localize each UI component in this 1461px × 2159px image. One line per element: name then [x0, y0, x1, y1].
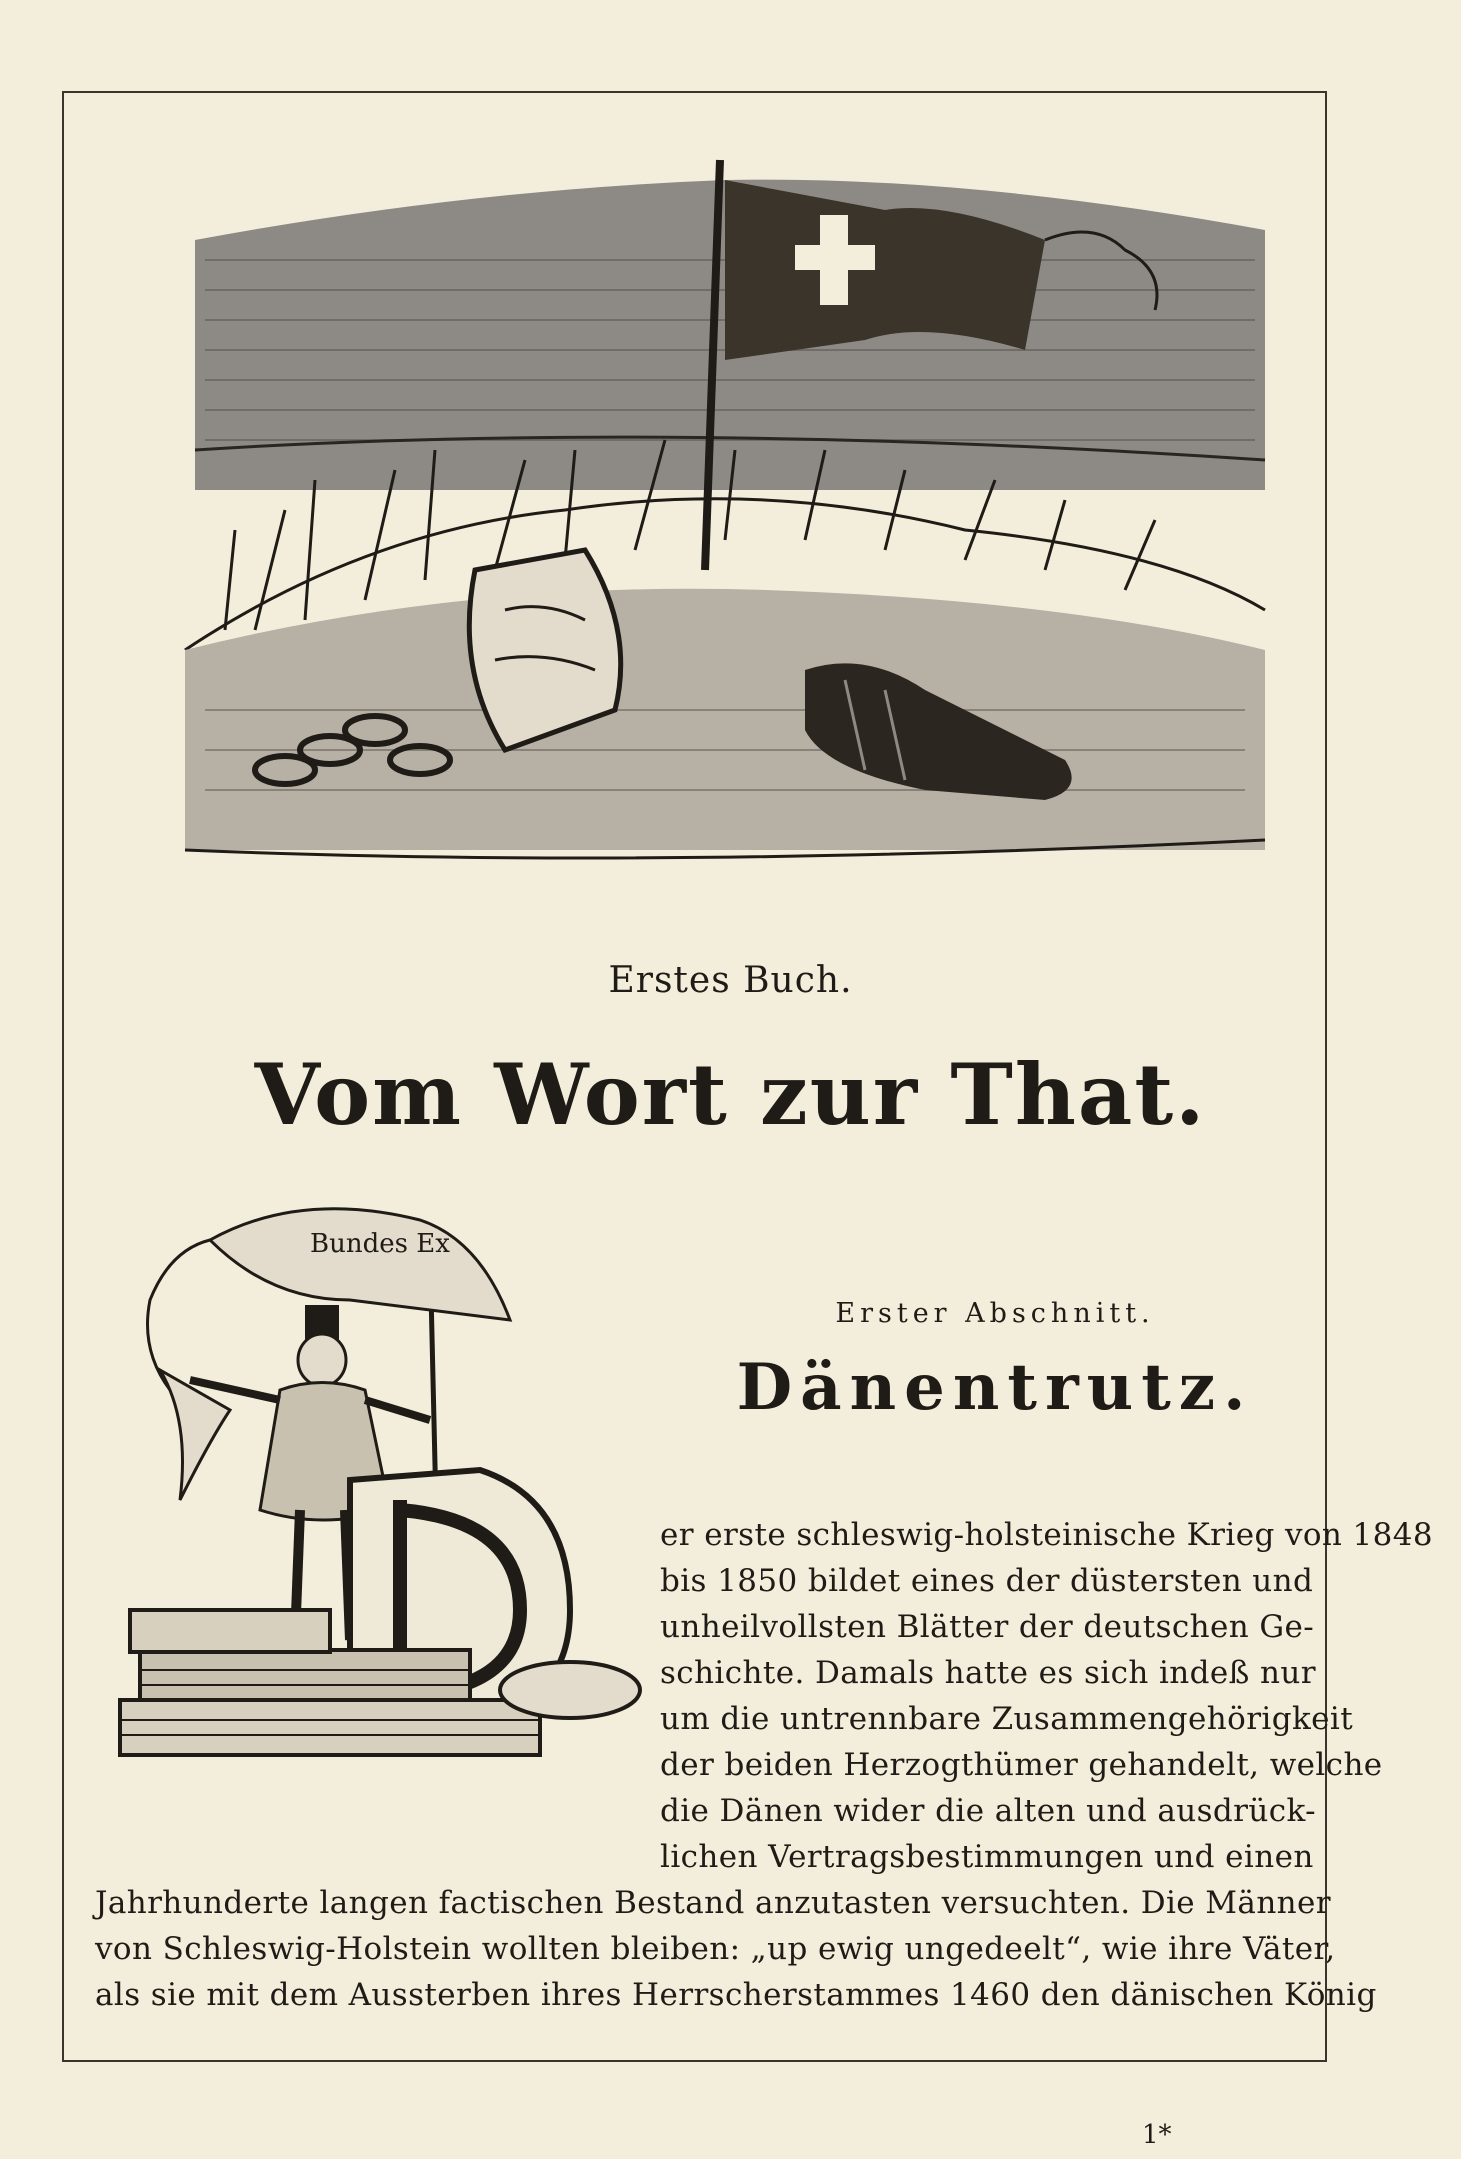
ground-shading: [185, 589, 1265, 850]
body-line: schichte. Damals hatte es sich indeß nur: [660, 1655, 1316, 1691]
body-line: der beiden Herzogthümer gehandelt, welche: [660, 1747, 1383, 1783]
header-engraving-battlefield: [165, 150, 1275, 890]
body-line: lichen Vertragsbestimmungen und einen: [660, 1839, 1314, 1875]
initial-engraving-svg: [100, 1180, 645, 1790]
body-line: die Dänen wider die alten und ausdrück-: [660, 1793, 1317, 1829]
body-line: Jahrhunderte langen factischen Bestand anzutasten versuchten. Die Männer: [95, 1885, 1332, 1921]
decorated-initial-illustration: [100, 1180, 645, 1790]
banner-text: Bundes Ex: [310, 1229, 450, 1259]
body-line: um die untrennbare Zusammengehörigkeit: [660, 1701, 1354, 1737]
book-title: Vom Wort zur That.: [254, 1045, 1207, 1144]
section-label: Erster Abschnitt.: [835, 1298, 1155, 1329]
body-line: bis 1850 bildet eines der düstersten und: [660, 1563, 1314, 1599]
book-label: Erstes Buch.: [608, 960, 853, 1001]
scroll: [500, 1662, 640, 1718]
body-line: als sie mit dem Aussterben ihres Herrscherstammes 1460 den dänischen König: [95, 1977, 1377, 2013]
body-line: er erste schleswig-holsteinische Krieg von 1848: [660, 1517, 1434, 1553]
page-number: 1*: [1142, 2120, 1172, 2150]
body-line: von Schleswig-Holstein wollten bleiben: „up ewig ungedeelt“, wie ihre Väter,: [95, 1931, 1336, 1967]
header-engraving-svg: [165, 150, 1275, 890]
section-title: Dänentrutz.: [736, 1350, 1254, 1425]
body-line: unheilvollsten Blätter der deutschen Ge-: [660, 1609, 1315, 1645]
